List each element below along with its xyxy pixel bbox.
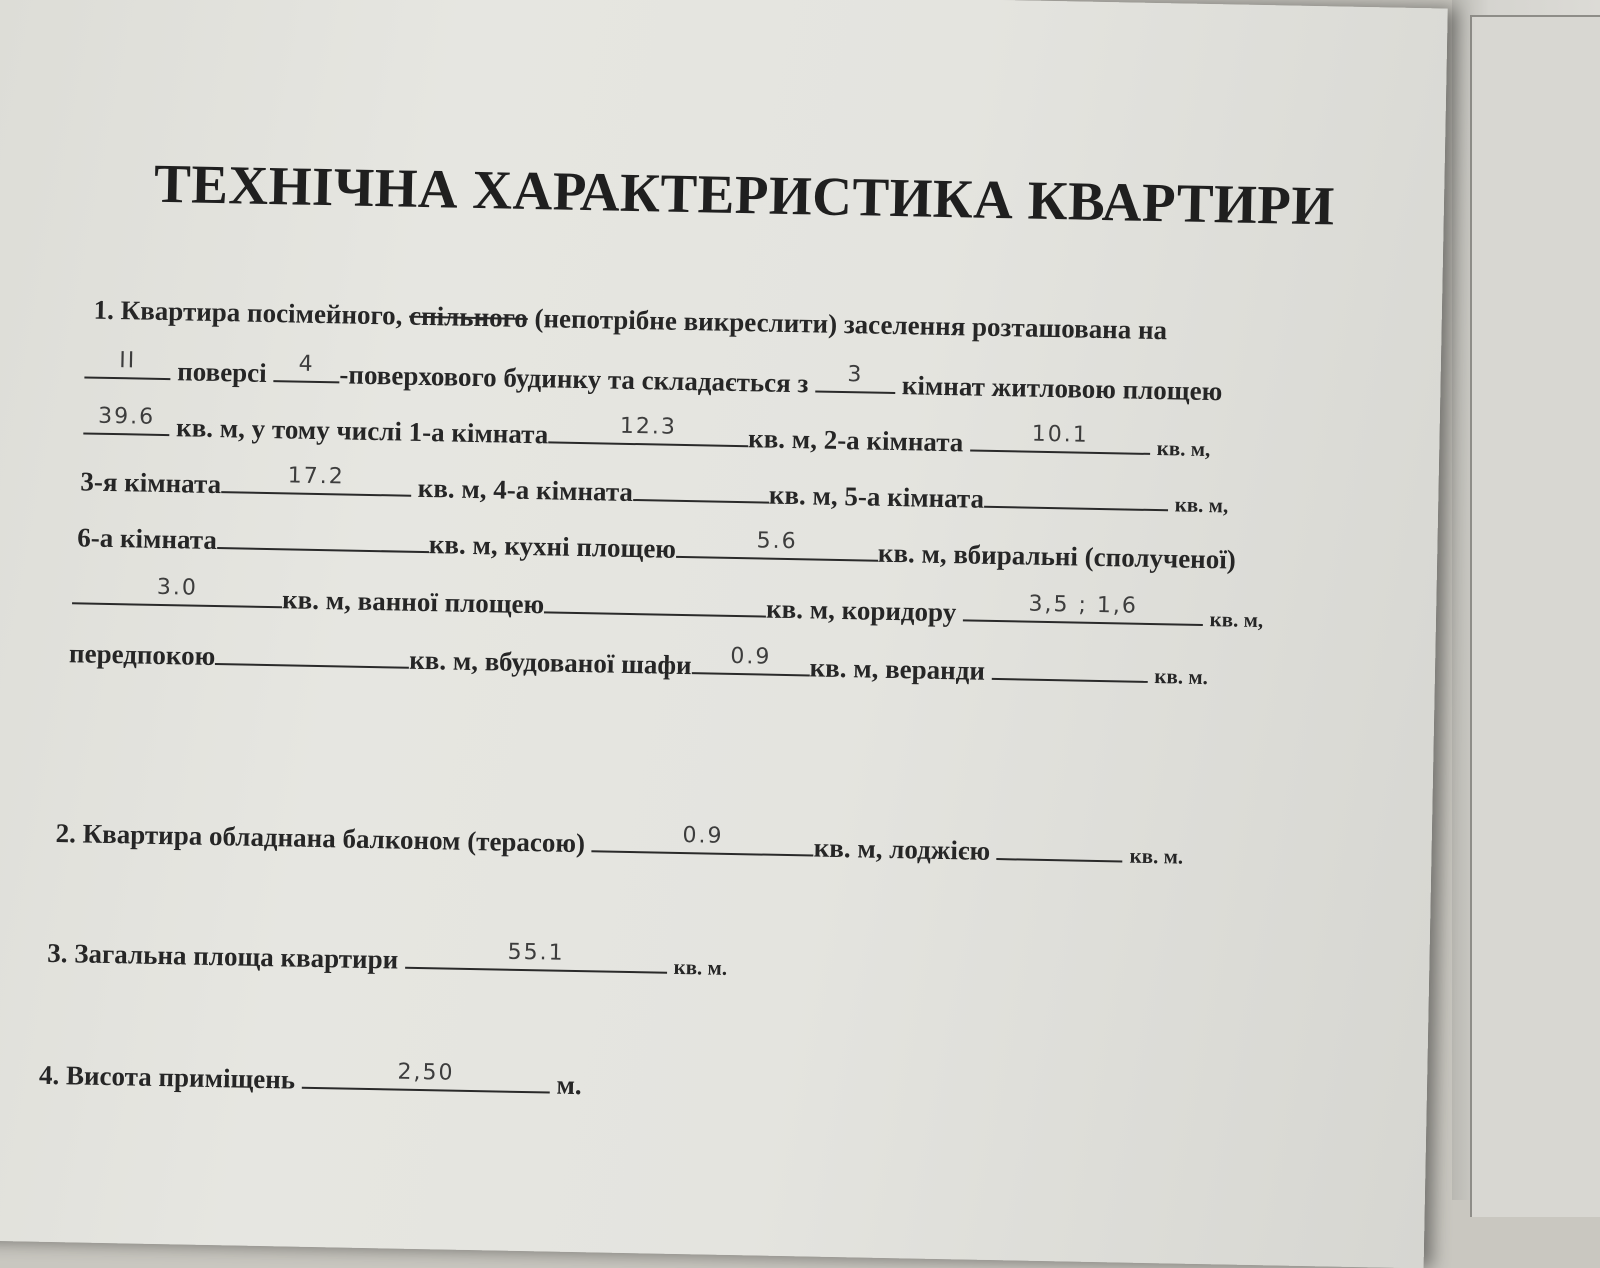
corridor-field[interactable]: 3,5 ; 1,6 [963, 593, 1203, 626]
item1-rest: (непотрібне викреслити) заселення розташована на [534, 303, 1168, 346]
storeys-field[interactable]: 4 [273, 354, 340, 383]
item1-line7: передпокою кв. м, вбудованої шафи 0.9 кв. м, веранди кв. м. [68, 638, 1209, 690]
document-title: ТЕХНІЧНА ХАРАКТЕРИСТИКА КВАРТИРИ [153, 152, 1336, 237]
wardrobe-field[interactable]: 0.9 [691, 646, 810, 676]
item3-line: 3. Загальна площа квартири 55.1 кв. м. [47, 937, 728, 980]
room3-field[interactable]: 17.2 [221, 465, 412, 497]
room5-field[interactable] [984, 480, 1169, 512]
room6-field[interactable] [217, 521, 429, 553]
struck-option: спільного [408, 300, 529, 333]
loggia-field[interactable] [997, 832, 1124, 862]
item1-line3: 39.6 кв. м, у тому числі 1-а кімната 12.3 кв. м, 2-а кімната 10.1 кв. м, [83, 406, 1211, 463]
kitchen-field[interactable]: 5.6 [676, 530, 879, 562]
wc-field[interactable]: 3.0 [72, 576, 282, 608]
total-area-field[interactable]: 55.1 [405, 941, 667, 974]
room1-field[interactable]: 12.3 [548, 415, 749, 447]
hall-field[interactable] [215, 637, 410, 669]
room2-field[interactable]: 10.1 [970, 423, 1151, 454]
item1-line4: 3-я кімната 17.2 кв. м, 4-а кімната кв. м, 5-а кімната кв. м, [80, 463, 1229, 518]
item4-line: 4. Висота приміщень 2,50 м. [38, 1059, 583, 1101]
veranda-field[interactable] [992, 652, 1149, 683]
item1-line5: 6-а кімната кв. м, кухні площею 5.6 кв. м, вбиральні (сполученої) [77, 522, 1237, 575]
balcony-field[interactable]: 0.9 [592, 824, 814, 856]
floor-field[interactable]: ІІ [84, 350, 171, 380]
item1-prefix: 1. Квартира посімейного, [93, 294, 403, 331]
room4-field[interactable] [633, 473, 770, 504]
ceiling-height-field[interactable]: 2,50 [302, 1061, 550, 1094]
item1-line1 [93, 295, 1167, 347]
item1-line6: 3.0 кв. м, ванної площею кв. м, коридору 3,5 ; 1,6 кв. м, [72, 576, 1264, 634]
rooms-field[interactable]: 3 [815, 364, 896, 394]
adjacent-page [1452, 0, 1600, 1200]
bath-field[interactable] [544, 585, 766, 617]
living-area-field[interactable]: 39.6 [83, 406, 170, 436]
item2-line: 2. Квартира обладнана балконом (терасою) 0.9 кв. м, лоджією кв. м. [55, 817, 1184, 869]
item1-line2: ІІ поверсі 4 -поверхового будинку та складається з 3 кімнат житловою площею [84, 350, 1222, 407]
